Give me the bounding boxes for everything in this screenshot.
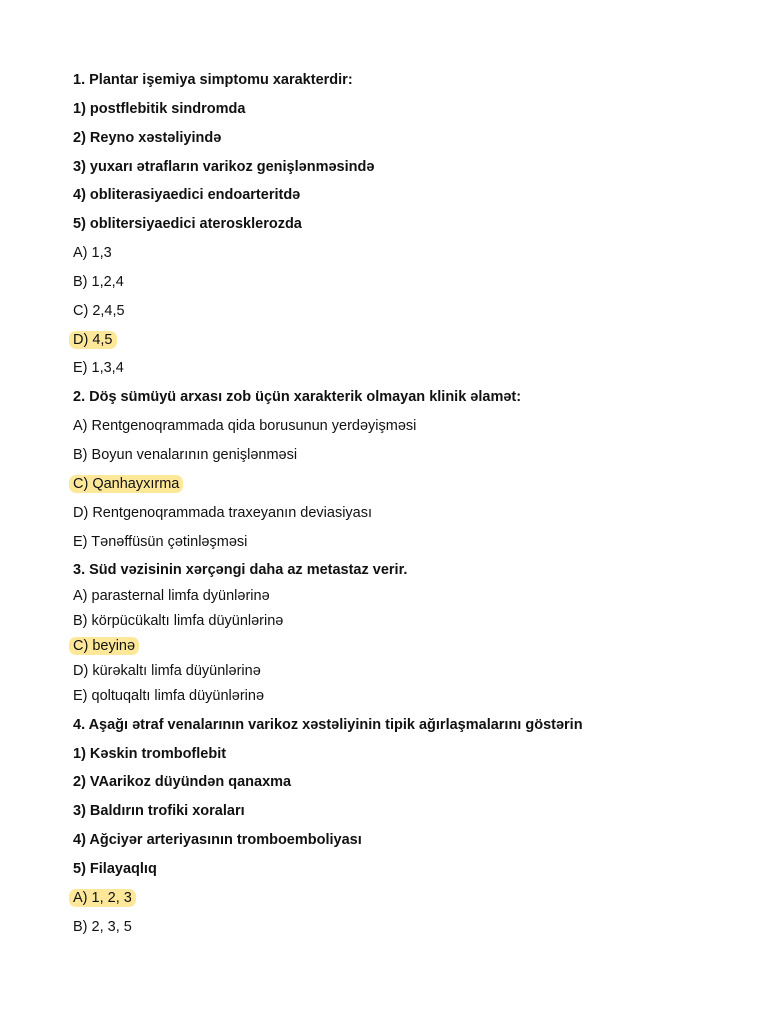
question-3-option-d: D) kürəkaltı limfa düyünlərinə: [73, 663, 261, 679]
question-1-statement-1: 1) postflebitik sindromda: [73, 101, 246, 117]
question-3-option-b: B) körpücükaltı limfa düyünlərinə: [73, 613, 284, 629]
question-2-option-e: E) Tənəffüsün çətinləşməsi: [73, 534, 248, 550]
question-2-option-c-highlighted: [73, 475, 183, 493]
question-1-option-a: A) 1,3: [73, 245, 112, 261]
question-3-option-e: E) qoltuqaltı limfa düyünlərinə: [73, 688, 265, 704]
question-1-option-e: E) 1,3,4: [73, 360, 124, 376]
question-2-title: 2. Döş sümüyü arxası zob üçün xarakterik olmayan klinik əlamət:: [73, 389, 522, 405]
answer-highlight: A) 1, 2, 3: [69, 889, 136, 907]
question-4-statement-2: 2) VAarikoz düyündən qanaxma: [73, 774, 292, 790]
question-4-statement-5: 5) Filayaqlıq: [73, 861, 157, 877]
question-4-title: 4. Aşağı ətraf venalarının varikoz xəstəliyinin tipik ağırlaşmalarını göstərin: [73, 717, 583, 733]
question-1-option-c: C) 2,4,5: [73, 303, 125, 319]
question-1-option-b: B) 1,2,4: [73, 274, 124, 290]
answer-highlight: D) 4,5: [69, 331, 117, 349]
question-2-option-b: B) Boyun venalarının genişlənməsi: [73, 447, 298, 463]
question-4-statement-3: 3) Baldırın trofiki xoraları: [73, 803, 245, 819]
question-4-option-b: B) 2, 3, 5: [73, 919, 132, 935]
question-1-title: 1. Plantar işemiya simptomu xarakterdir:: [73, 72, 353, 88]
question-2-option-d: D) Rentgenoqrammada traxeyanın deviasiyası: [73, 505, 373, 521]
question-4-statement-1: 1) Kəskin tromboflebit: [73, 746, 227, 762]
question-2-option-a: A) Rentgenoqrammada qida borusunun yerdəyişməsi: [73, 418, 417, 434]
question-3-option-c-highlighted: [73, 637, 139, 655]
question-3-title: 3. Süd vəzisinin xərçəngi daha az metastaz verir.: [73, 562, 408, 578]
question-1-statement-2: 2) Reyno xəstəliyində: [73, 130, 222, 146]
question-1-statement-4: 4) obliterasiyaedici endoarteritdə: [73, 187, 301, 203]
question-1-option-d-highlighted: [73, 331, 117, 349]
answer-highlight: C) Qanhayxırma: [69, 475, 183, 493]
answer-highlight: C) beyinə: [69, 637, 139, 655]
question-1-statement-3: 3) yuxarı ətrafların varikoz genişlənməsində: [73, 159, 375, 175]
question-4-option-a-highlighted: [73, 889, 136, 907]
question-3-option-a: A) parasternal limfa dyünlərinə: [73, 588, 270, 604]
question-1-statement-5: 5) oblitersiyaedici aterosklerozda: [73, 216, 302, 232]
question-4-statement-4: 4) Ağciyər arteriyasının tromboemboliyası: [73, 832, 362, 848]
